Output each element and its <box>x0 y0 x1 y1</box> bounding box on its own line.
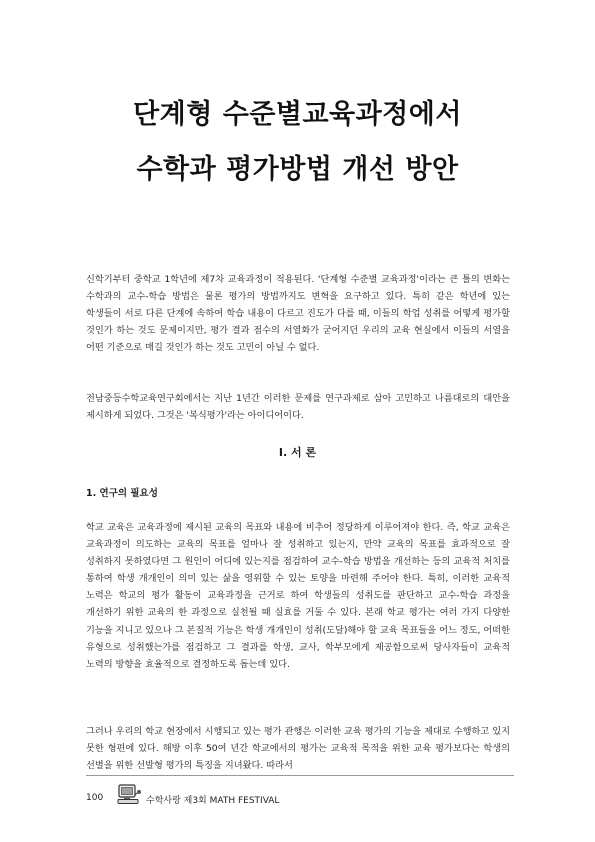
page-title-line-1: 단계형 수준별교육과정에서 <box>133 99 462 130</box>
page-number: 100 <box>86 793 104 803</box>
page-title-line-2: 수학과 평가방법 개선 방안 <box>136 154 459 185</box>
subsection-heading: 1. 연구의 필요성 <box>86 488 158 499</box>
intro-paragraph-1: 신학기부터 중학교 1학년에 제7차 교육과정이 적용된다. '단계형 수준별 교육과정'이라는 큰 틀의 변화는 수학과의 교수-학습 방법은 물론 평가의 방법까지도 변혁을 요구하고 있다. 특히 같은 학년에 있는 학생들이 서로 다른 단계에 속하여 학습 내용이 다르고 진도가 다를 때, 이들의 학업 성취를 어떻게 평가할 것인가 하는 것도 문제이지만, 평가 결과 점수의 서열화가 굳어지던 우리의 교육 현실에서 이들의 서열을 어떤 기준으로 매길 것인가 하는 것도 고민이 아닐 수 없다. <box>86 274 510 354</box>
footer-divider <box>86 775 514 776</box>
computer-mascot-icon <box>116 784 142 806</box>
section-heading: I. 서 론 <box>278 446 317 459</box>
body-paragraph-2: 그러나 우리의 학교 현장에서 시행되고 있는 평가 관행은 이러한 교육 평가의 기능을 제대로 수행하고 있지 못한 형편에 있다. 해방 이후 50여 년간 학교에서의 평가는 교육적 목적을 위한 교육 평가보다는 학생의 선별을 위한 선발형 평가의 특징을 지녀왔다. 따라서 <box>86 726 510 772</box>
body-paragraph-1: 학교 교육은 교육과정에 제시된 교육의 목표와 내용에 비추어 정당하게 이루어져야 한다. 즉, 학교 교육은 교육과정이 의도하는 교육의 목표를 얼마나 잘 성취하고 있는지, 만약 교육의 목표를 효과적으로 잘 성취하지 못하였다면 그 원인이 어디에 있는지를 점검하여 교수-학습 방법을 개선하는 등의 교육적 처치를 통하여 학생 개개인이 의미 있는 삶을 영위할 수 있는 토양을 마련해 주어야 한다. 특히, 이러한 교육적 노력은 학교의 평가 활동이 교육과정을 근거로 하여 학생들의 성취도를 판단하고 교수-학습 과정을 개선하기 위한 교육의 한 과정으로 실천될 때 실효를 거둘 수 있다. 본래 학교 평가는 여러 가지 다양한 기능을 지니고 있으나 그 본질적 기능은 학생 개개인이 성취(도달)해야 할 교육 목표들을 어느 정도, 어떠한 유형으로 성취했는가를 점검하고 그 결과를 학생, 교사, 학부모에게 제공함으로써 당사자들이 교육적 노력의 방향을 효율적으로 결정하도록 돕는데 있다. <box>86 522 510 670</box>
footer-publication-text: 수학사랑 제3회 MATH FESTIVAL <box>146 796 280 806</box>
intro-paragraph-2: 전남중등수학교육연구회에서는 지난 1년간 이러한 문제를 연구과제로 삼아 고민하고 나름대로의 대안을 제시하게 되었다. 그것은 '복식평가'라는 아이디어이다. <box>86 393 510 422</box>
